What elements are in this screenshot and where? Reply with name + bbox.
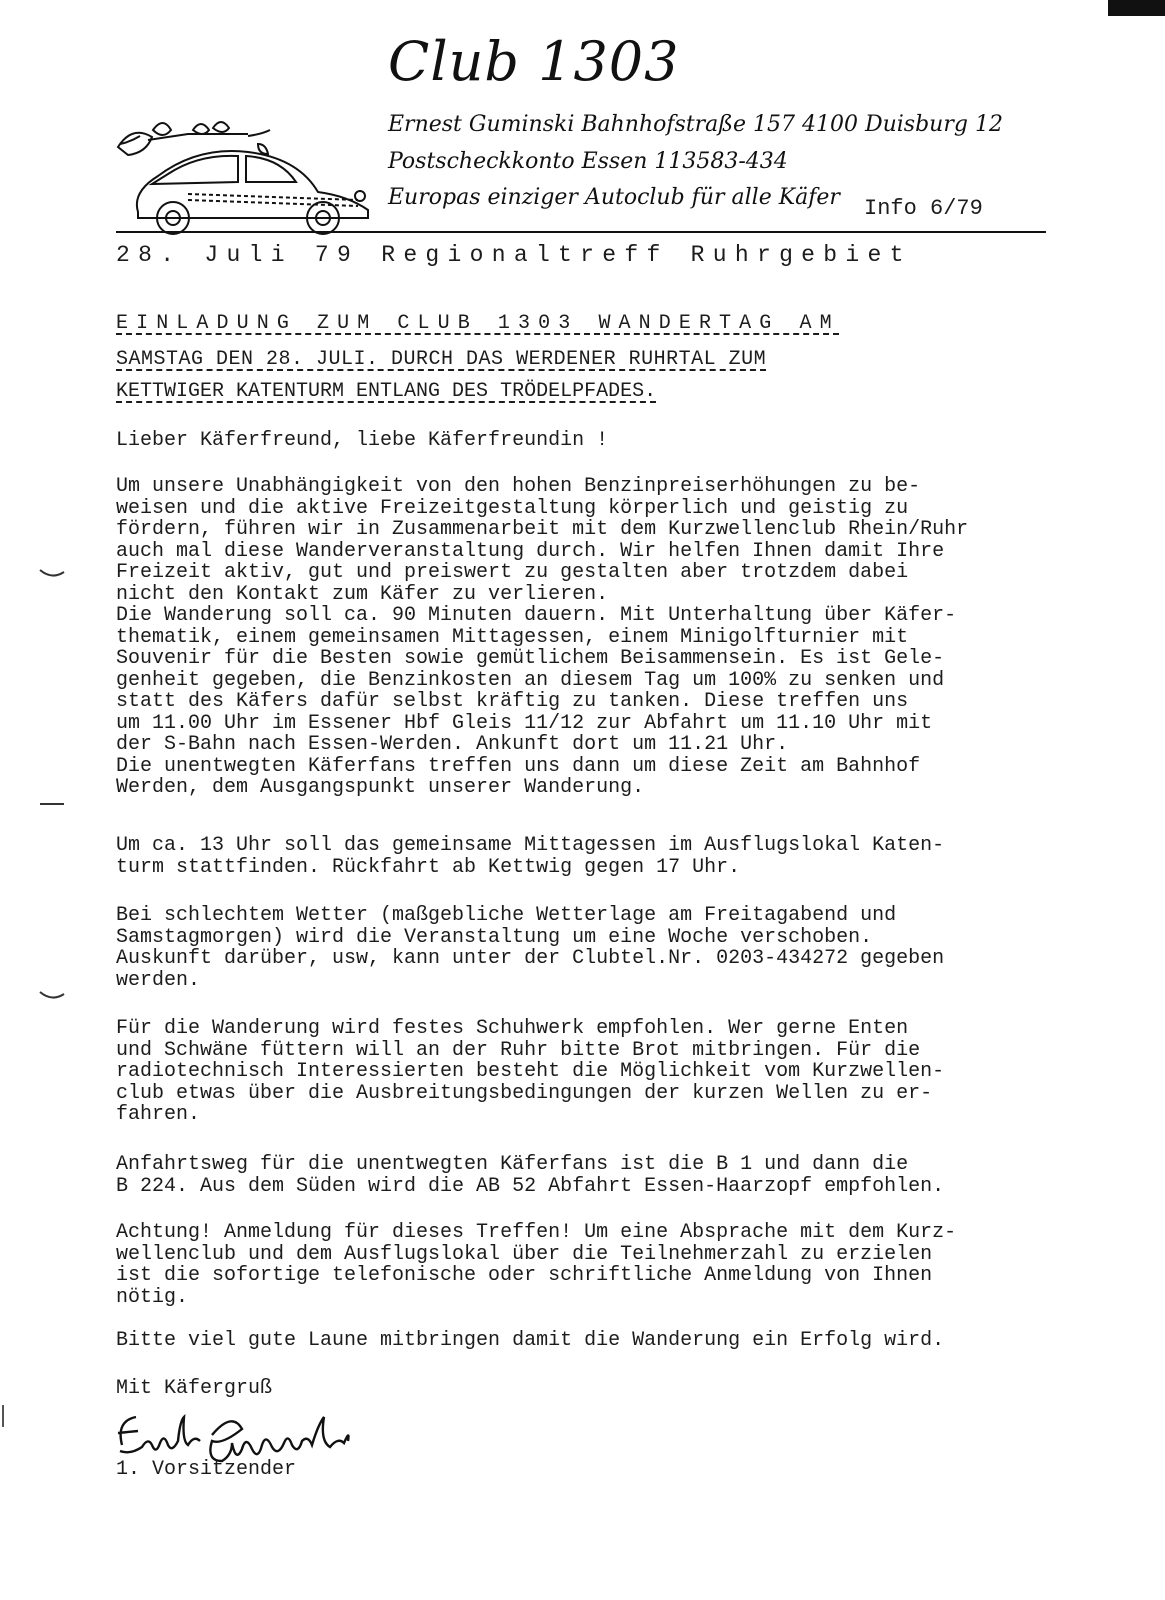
club-title: Club 1303: [388, 30, 680, 93]
info-number: Info 6/79: [864, 196, 983, 221]
invitation-headline-line3: KETTWIGER KATENTURM ENTLANG DES TRÖDELPFADES.: [116, 380, 657, 403]
margin-punch-mark: [38, 568, 66, 578]
margin-punch-mark: [38, 990, 66, 1000]
invitation-headline-line1: EINLADUNG ZUM CLUB 1303 WANDERTAG AM: [116, 312, 840, 335]
scan-edge-mark: [2, 1405, 4, 1427]
invitation-headline-line2: SAMSTAG DEN 28. JULI. DURCH DAS WERDENER RUHRTAL ZUM: [116, 348, 767, 371]
paragraph-intro: Um unsere Unabhängigkeit von den hohen Benzinpreiserhöhungen zu be- weisen und die aktive Freizeitgestaltung körperlich und geistig zu fördern, führen wir in Zusammenarbeit mit dem Kurzwellenclub Rhein/Ruhr auch mal diese Wanderveranstaltung durch. Wir helfen Ihnen damit Ihre Freizeit aktiv, gut und preiswert zu gestalten aber trotzdem dabei nicht den Kontakt zum Käfer zu verlieren. Die Wanderung soll ca. 90 Minuten dauern. Mit Unterhaltung über Käfer- thematik, einem gemeinsamen Mittagessen, einem Minigolfturnier mit Souvenir für die Besten sowie gemütlichem Beisammensein. Es ist Gele- genheit gegeben, die Benzinkosten an diesem Tag um 100% zu senken und statt des Käfers dafür selbst kräftig zu tanken. Diese treffen uns um 11.00 Uhr im Essener Hbf Gleis 11/12 zur Abfahrt um 11.10 Uhr mit der S-Bahn nach Essen-Werden. Ankunft dort um 11.21 Uhr. Die unentwegten Käferfans treffen uns dann um diese Zeit am Bahnhof Werden, dem Ausgangspunkt unserer Wanderung.: [116, 475, 969, 799]
header-divider: [116, 231, 1046, 233]
club-address: Ernest Guminski Bahnhofstraße 157 4100 Duisburg 12: [388, 112, 1003, 137]
margin-punch-mark: [38, 798, 66, 808]
paragraph-weather: Bei schlechtem Wetter (maßgebliche Wetterlage am Freitagabend und Samstagmorgen) wird die Veranstaltung um eine Woche verschoben. Auskunft darüber, usw, kann unter der Clubtel.Nr. 0203-434272 gegeben werden.: [116, 904, 945, 992]
event-date-line: 28. Juli 79 Regionaltreff Ruhrgebiet: [116, 242, 912, 268]
closing-salutation: Mit Käfergruß: [116, 1377, 273, 1400]
signer-title: 1. Vorsitzender: [116, 1458, 297, 1481]
paragraph-directions: Anfahrtsweg für die unentwegten Käferfans ist die B 1 und dann die B 224. Aus dem Süden wird die AB 52 Abfahrt Essen-Haarzopf empfohlen.: [116, 1153, 945, 1198]
club-slogan: Europas einziger Autoclub für alle Käfer: [388, 185, 840, 210]
paragraph-equipment: Für die Wanderung wird festes Schuhwerk empfohlen. Wer gerne Enten und Schwäne füttern will an der Ruhr bitte Brot mitbringen. Für die radiotechnisch Interessierten besteht die Möglichkeit vom Kurzwellen- club etwas über die Ausbreitungsbedingungen der kurzen Wellen zu er- fahren.: [116, 1017, 945, 1126]
paragraph-mood: Bitte viel gute Laune mitbringen damit die Wanderung ein Erfolg wird.: [116, 1329, 945, 1352]
paragraph-lunch: Um ca. 13 Uhr soll das gemeinsame Mittagessen im Ausflugslokal Katen- turm stattfinden. Rückfahrt ab Kettwig gegen 17 Uhr.: [116, 834, 945, 879]
paragraph-registration: Achtung! Anmeldung für dieses Treffen! Um eine Absprache mit dem Kurz- wellenclub und dem Ausflugslokal über die Teilnehmerzahl zu erzielen ist die sofortige telefonische oder schriftliche Anmeldung von Ihnen nötig.: [116, 1221, 957, 1309]
club-bank-account: Postscheckkonto Essen 113583-434: [388, 149, 788, 174]
handwritten-signature: [112, 1405, 432, 1465]
scan-corner-mark: [1108, 0, 1165, 16]
beetle-car-logo: [98, 112, 388, 237]
greeting: Lieber Käferfreund, liebe Käferfreundin !: [116, 429, 609, 452]
